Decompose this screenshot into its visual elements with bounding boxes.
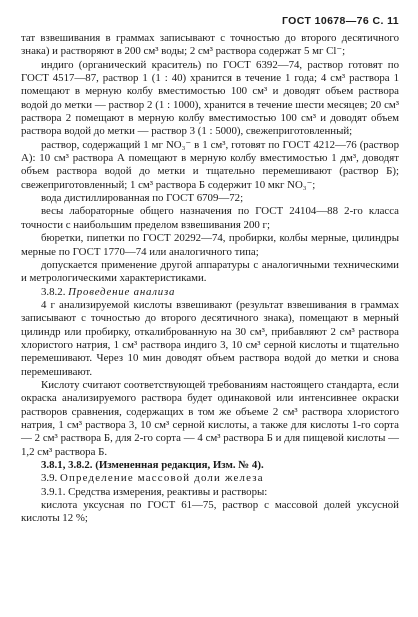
section-title: Определение массовой доли железа <box>59 472 264 485</box>
section-heading-3-9 <box>21 472 399 485</box>
body-text <box>21 32 399 526</box>
paragraph-analysis-procedure: 4 г анализируемой кислоты взвешивают (результат взвешивания в граммах записывают с точностью до второго десятичного знака), помещают в мерный цилиндр или пробирку, откалиброванную на 30 см³, прибавляют 2 см³ раствора хлористого натрия, 1 см³ раствора индиго 3, 10 см³ серной кислоты и тщательно перемешивают. Через 10 мин доводят объем раствора водой до метки и снова перемешивают. <box>21 298 399 378</box>
paragraph-nitrate-solution: раствор, содержащий 1 мг NO₃⁻ в 1 см³, готовят по ГОСТ 4212—76 (раствор А): 10 см³ раствора А помещают в мерную колбу вместимостью 1 дм³, доводят объем раствора водой до метки и тщательно перемешивают (раствор Б); свежеприготовленный; 1 см³ раствора Б содержит 10 мкг NO₃⁻; <box>21 138 399 191</box>
subsection-number: 3.8.2. <box>41 285 66 298</box>
paragraph-indigo: индиго (органический краситель) по ГОСТ 6392—74, раствор готовят по ГОСТ 4517—87, раствор 1 (1 : 40) хранится в течение 1 года; 4 см³ раствора 1 помещают в мерную колбу вместимостью 100 см³ и доводят объем раствора водой до метки — раствор 2 (1 : 1000), хранится в течение шести месяцев; 20 см³ раствора 2 помещают в мерную колбу вместимостью 100 см³ и доводят объем раствора водой до метки — раствор 3 (1 : 5000), свежеприготовленный; <box>21 58 399 138</box>
section-number: 3.9. <box>41 472 58 485</box>
paragraph-equipment-note: допускается применение другой аппаратуры с аналогичными техническими и метрологическими характеристиками. <box>21 258 399 285</box>
paragraph-amendment-note: 3.8.1, 3.8.2. (Измененная редакция, Изм. № 4). <box>41 459 264 471</box>
paragraph-acceptance-criteria: Кислоту считают соответствующей требованиям настоящего стандарта, если окраска анализируемого раствора будет одинаковой или интенсивнее окраски растворов сравнения, содержащих в том же объеме 2 см³ раствора хлористого натрия, 1 см³ раствора 3, 10 см³ серной кислоты, а также для кислоты 1-го сорта — 2 см³ раствора Б, для 2-го сорта — 4 см³ раствора Б и для пищевой кислоты — 1,2 см³ раствора Б. <box>21 378 399 458</box>
paragraph-distilled-water: вода дистиллированная по ГОСТ 6709—72; <box>41 192 244 205</box>
paragraph-instruments-heading: 3.9.1. Средства измерения, реактивы и растворы: <box>41 485 268 498</box>
paragraph-scales: весы лабораторные общего назначения по ГОСТ 24104—88 2-го класса точности с наибольшим пределом взвешивания 200 г; <box>21 205 399 231</box>
paragraph-continuation: тат взвешивания в граммах записывают с точностью до второго десятичного знака) и растворяют в 200 см³ воды; 2 см³ раствора содержат 5 мг Cl⁻; <box>21 32 399 58</box>
subsection-title: Проведение анализа <box>68 285 176 298</box>
subsection-heading-3-8-2 <box>21 286 399 299</box>
paragraph-glassware: бюретки, пипетки по ГОСТ 20292—74, пробирки, колбы мерные, цилиндры мерные по ГОСТ 1770—74 или аналогичного типа; <box>21 232 399 258</box>
running-header: ГОСТ 10678—76 С. 11 <box>281 15 399 27</box>
paragraph-acetic-acid: кислота уксусная по ГОСТ 61—75, раствор с массовой долей уксусной кислоты 12 %; <box>21 499 399 525</box>
